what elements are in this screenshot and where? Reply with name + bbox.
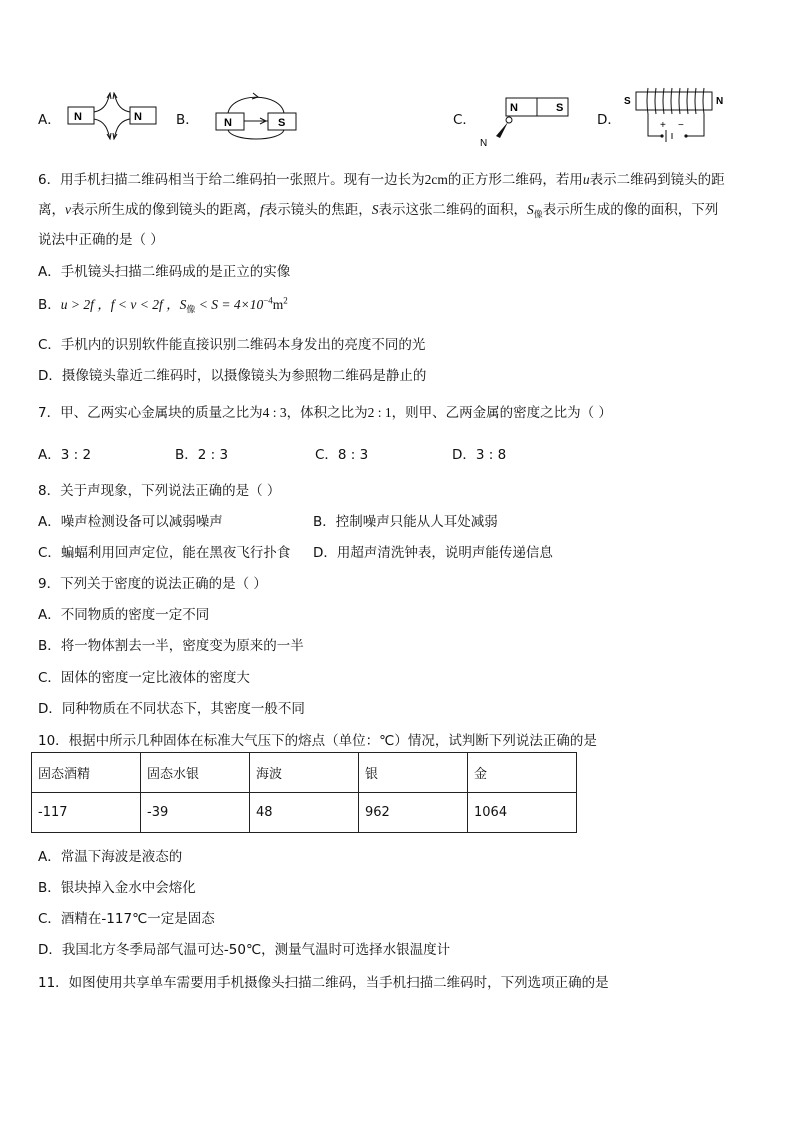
- q5-option-d-letter: D．: [597, 112, 621, 128]
- q10-option-c: C．酒精在-117℃一定是固态: [38, 911, 215, 927]
- q9-option-d: D．同种物质在不同状态下，其密度一般不同: [38, 701, 305, 717]
- table-cell: 海波: [250, 753, 359, 793]
- q6-option-a: A．手机镜头扫描二维码成的是正立的实像: [38, 264, 291, 280]
- table-cell: 固态酒精: [32, 753, 141, 793]
- q8-option-b: B．控制噪声只能从人耳处减弱: [313, 514, 498, 530]
- q5-option-d-diagram: [622, 82, 726, 146]
- table-cell: 962: [359, 793, 468, 833]
- table-cell: -117: [32, 793, 141, 833]
- table-row: [32, 793, 577, 833]
- table-cell: 固态水银: [141, 753, 250, 793]
- table-cell: 金: [468, 753, 577, 793]
- q5-option-a-letter: A．: [38, 112, 61, 128]
- q5-option-c-diagram: [476, 90, 576, 150]
- svg-text:−: −: [678, 120, 684, 131]
- svg-text:N: N: [716, 96, 724, 107]
- svg-text:N: N: [480, 138, 488, 149]
- q5-a-n-right: N: [134, 111, 142, 123]
- q6-stem-line2: 离，v表示所生成的像到镜头的距离，f表示镜头的焦距，S表示这张二维码的面积，$S_像$表示所生成的像的面积，下列: [38, 202, 719, 221]
- q5-option-b-diagram: [208, 92, 308, 140]
- q9-stem: 9．下列关于密度的说法正确的是（ ）: [38, 576, 267, 592]
- q8-option-d: D．用超声清洗钟表，说明声能传递信息: [313, 545, 553, 561]
- q8-option-c: C．蝙蝠利用回声定位，能在黑夜飞行扑食: [38, 545, 291, 561]
- svg-text:S: S: [556, 102, 564, 114]
- q9-option-c: C．固体的密度一定比液体的密度大: [38, 670, 250, 686]
- q7-option-c: C．8 : 3: [315, 447, 369, 463]
- q6-stem-line3: 说法中正确的是（ ）: [38, 232, 164, 248]
- q7-stem: 7．甲、乙两实心金属块的质量之比为4 : 3，体积之比为2 : 1，则甲、乙两金属的密度之比为（ ）: [38, 405, 612, 421]
- svg-text:+: +: [660, 120, 666, 131]
- q7-option-d: D．3 : 8: [452, 447, 507, 463]
- melting-point-table: [31, 752, 577, 833]
- q7-option-b: B．2 : 3: [175, 447, 229, 463]
- q11-stem: 11．如图使用共享单车需要用手机摄像头扫描二维码，当手机扫描二维码时，下列选项正确的是: [38, 975, 609, 991]
- q8-option-a: A．噪声检测设备可以减弱噪声: [38, 514, 223, 530]
- q8-stem: 8．关于声现象，下列说法正确的是（ ）: [38, 483, 281, 499]
- q10-option-b: B．银块掉入金水中会熔化: [38, 880, 196, 896]
- q6-option-b: B．u > 2f ，f < v < 2f ，$S_像 < S = 4\times 10^{-4}m^2$: [38, 295, 288, 316]
- q10-stem: 10．根据中所示几种固体在标准大气压下的熔点（单位：℃）情况，试判断下列说法正确的是: [38, 733, 597, 749]
- table-cell: 48: [250, 793, 359, 833]
- q9-option-a: A．不同物质的密度一定不同: [38, 607, 210, 623]
- q5-option-b-letter: B．: [176, 112, 199, 128]
- table-header-row: [32, 753, 577, 793]
- q10-option-d: D．我国北方冬季局部气温可达-50℃，测量气温时可选择水银温度计: [38, 942, 451, 958]
- q5-option-a-diagram: [64, 92, 164, 140]
- q5-option-c-letter: C．: [453, 112, 476, 128]
- svg-text:N: N: [510, 102, 518, 114]
- q6-option-d: D．摄像镜头靠近二维码时，以摄像镜头为参照物二维码是静止的: [38, 368, 427, 384]
- q6-stem-line1: 6．用手机扫描二维码相当于给二维码拍一张照片。现有一边长为2cm的正方形二维码，若用u表示二维码到镜头的距: [38, 172, 725, 188]
- q9-option-b: B．将一物体割去一半，密度变为原来的一半: [38, 638, 304, 654]
- table-cell: 1064: [468, 793, 577, 833]
- q7-option-a: A．3 : 2: [38, 447, 92, 463]
- svg-text:S: S: [278, 117, 286, 129]
- table-cell: -39: [141, 793, 250, 833]
- q10-option-a: A．常温下海波是液态的: [38, 849, 183, 865]
- q5-a-n-left: N: [74, 111, 82, 123]
- table-cell: 银: [359, 753, 468, 793]
- svg-text:S: S: [624, 96, 631, 107]
- q6-option-c: C．手机内的识别软件能直接识别二维码本身发出的亮度不同的光: [38, 337, 426, 353]
- svg-text:N: N: [224, 117, 232, 129]
